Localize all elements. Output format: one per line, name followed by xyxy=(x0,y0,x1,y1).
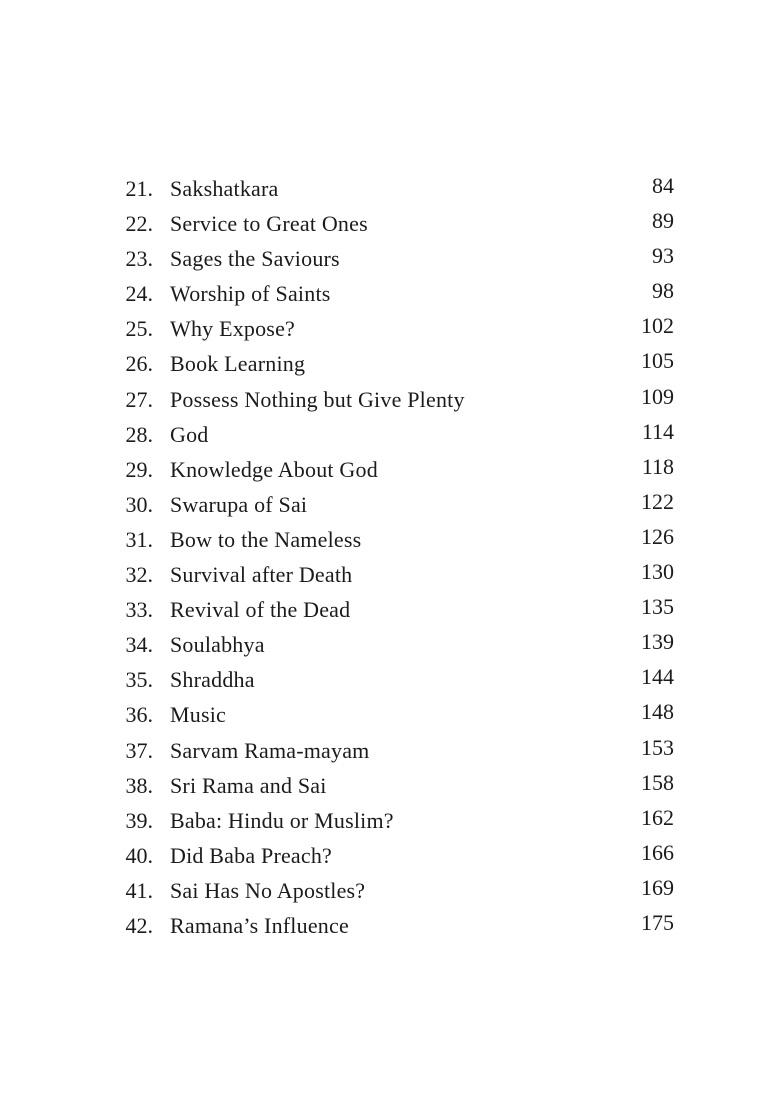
entry-title: Sarvam Rama-mayam xyxy=(170,737,370,763)
toc-entry xyxy=(0,522,780,557)
toc-entry xyxy=(0,592,780,627)
entry-title: Music xyxy=(170,702,226,728)
entry-title: Revival of the Dead xyxy=(170,597,351,623)
entry-page: 130 xyxy=(641,559,674,585)
entry-number: 26. xyxy=(125,351,153,377)
toc-entry xyxy=(0,662,780,697)
entry-page: 166 xyxy=(641,839,674,865)
table-of-contents xyxy=(0,171,780,943)
entry-page: 144 xyxy=(641,664,674,690)
entry-title: Baba: Hindu or Muslim? xyxy=(170,807,394,833)
entry-number: 28. xyxy=(125,421,153,447)
entry-title: Sages the Saviours xyxy=(170,246,340,272)
entry-title: Worship of Saints xyxy=(170,281,331,307)
entry-page: 89 xyxy=(652,208,674,234)
toc-entry xyxy=(0,311,780,346)
entry-page: 139 xyxy=(641,629,674,655)
entry-title: Service to Great Ones xyxy=(170,211,368,237)
entry-page: 105 xyxy=(641,348,674,374)
entry-number: 30. xyxy=(125,491,153,517)
entry-title: God xyxy=(170,421,209,447)
entry-page: 98 xyxy=(652,278,674,304)
entry-number: 36. xyxy=(125,702,153,728)
entry-title: Possess Nothing but Give Plenty xyxy=(170,386,465,412)
toc-entry xyxy=(0,452,780,487)
toc-entry xyxy=(0,241,780,276)
toc-entry xyxy=(0,417,780,452)
entry-page: 175 xyxy=(641,909,674,935)
entry-page: 93 xyxy=(652,243,674,269)
toc-entry xyxy=(0,768,780,803)
entry-number: 33. xyxy=(125,597,153,623)
toc-entry xyxy=(0,627,780,662)
entry-page: 158 xyxy=(641,769,674,795)
entry-number: 32. xyxy=(125,562,153,588)
toc-entry xyxy=(0,557,780,592)
entry-number: 39. xyxy=(125,807,153,833)
toc-entry xyxy=(0,873,780,908)
entry-page: 135 xyxy=(641,594,674,620)
entry-number: 40. xyxy=(125,842,153,868)
entry-number: 21. xyxy=(125,176,153,201)
entry-page: 114 xyxy=(641,418,674,444)
entry-number: 42. xyxy=(125,912,153,938)
entry-page: 109 xyxy=(641,383,674,409)
entry-title: Soulabhya xyxy=(170,632,265,658)
entry-number: 25. xyxy=(125,316,153,342)
entry-number: 22. xyxy=(125,211,153,237)
toc-entry xyxy=(0,206,780,241)
entry-page: 102 xyxy=(641,313,674,339)
entry-title: Why Expose? xyxy=(170,316,295,342)
entry-number: 23. xyxy=(125,246,153,272)
entry-title: Bow to the Nameless xyxy=(170,526,362,552)
entry-title: Sri Rama and Sai xyxy=(170,772,327,798)
entry-number: 35. xyxy=(125,667,153,693)
entry-page: 153 xyxy=(641,734,674,760)
toc-entry xyxy=(0,803,780,838)
entry-number: 37. xyxy=(125,737,153,763)
toc-entry xyxy=(0,382,780,417)
entry-number: 34. xyxy=(125,632,153,658)
toc-entry xyxy=(0,276,780,311)
entry-page: 118 xyxy=(641,453,674,479)
entry-page: 84 xyxy=(652,173,674,198)
toc-entry xyxy=(0,733,780,768)
entry-number: 38. xyxy=(125,772,153,798)
entry-page: 169 xyxy=(641,874,674,900)
entry-number: 29. xyxy=(125,456,153,482)
entry-page: 126 xyxy=(641,523,674,549)
entry-number: 31. xyxy=(125,526,153,552)
entry-page: 148 xyxy=(641,699,674,725)
entry-page: 122 xyxy=(641,488,674,514)
entry-number: 27. xyxy=(125,386,153,412)
entry-title: Sai Has No Apostles? xyxy=(170,877,366,903)
entry-title: Ramana’s Influence xyxy=(170,912,349,938)
toc-entry xyxy=(0,697,780,732)
entry-title: Did Baba Preach? xyxy=(170,842,333,868)
toc-entry xyxy=(0,908,780,943)
entry-title: Knowledge About God xyxy=(170,456,378,482)
entry-title: Survival after Death xyxy=(170,562,353,588)
toc-entry xyxy=(0,346,780,381)
entry-title: Shraddha xyxy=(170,667,255,693)
entry-page: 162 xyxy=(641,804,674,830)
toc-entry xyxy=(0,171,780,206)
entry-number: 41. xyxy=(125,877,153,903)
toc-entry xyxy=(0,487,780,522)
entry-number: 24. xyxy=(125,281,153,307)
entry-title: Sakshatkara xyxy=(170,176,279,201)
entry-title: Book Learning xyxy=(170,351,306,377)
toc-entry xyxy=(0,838,780,873)
entry-title: Swarupa of Sai xyxy=(170,491,308,517)
